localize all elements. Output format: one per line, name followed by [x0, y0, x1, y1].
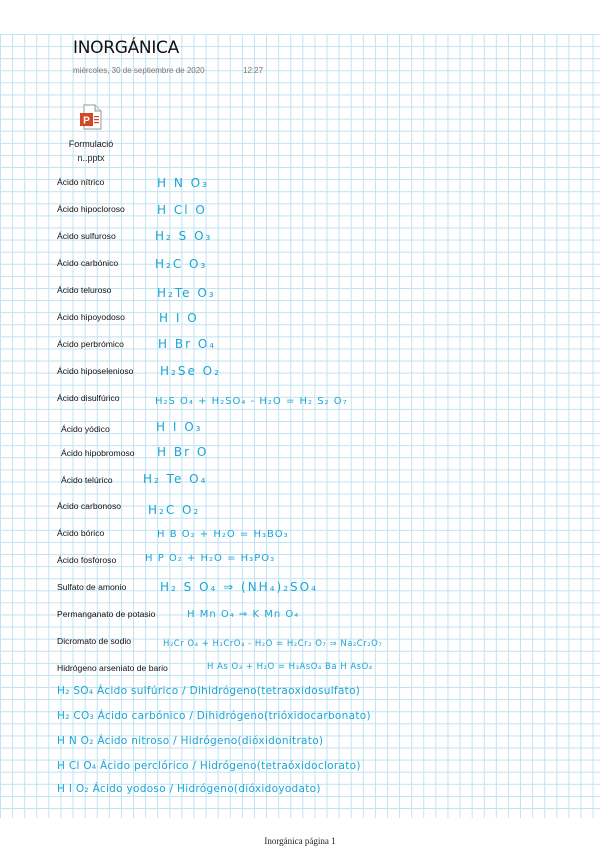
page-footer: Inorgánica página 1: [264, 836, 336, 846]
handwritten-formula: H₂ S O₃: [155, 229, 213, 243]
page-title: INORGÁNICA: [73, 38, 179, 58]
handwritten-formula: H Br O: [157, 445, 209, 459]
salt-label: Sulfato de amonio: [57, 582, 127, 592]
handwritten-formula: H₂C O₂: [148, 503, 201, 517]
attachment-name-line2: n..pptx: [77, 153, 105, 163]
handwritten-formula: H₂ S O₄ ⇒ (NH₄)₂SO₄: [160, 580, 318, 594]
handwritten-formula: H₂C O₃: [155, 257, 208, 271]
acid-label: Ácido disulfúrico: [57, 393, 120, 403]
acid-label: Ácido nítrico: [57, 177, 105, 187]
page-date: miércoles, 30 de septiembre de 2020: [73, 66, 205, 75]
handwritten-formula: H₂ Te O₄: [143, 472, 208, 486]
svg-text:P: P: [83, 115, 90, 127]
handwritten-formula: H₂Te O₃: [157, 286, 216, 300]
acid-label: Ácido hipocloroso: [57, 204, 125, 214]
acid-label: Ácido hiposelenioso: [57, 366, 134, 376]
acid-label: Ácido teluroso: [57, 285, 112, 295]
handwritten-line: H Cl O₄ Ácido perclórico / Hidrógeno(tetraóxidoclorato): [57, 760, 361, 772]
handwritten-formula: H N O₃: [157, 176, 209, 190]
salt-label: Permanganato de potasio: [57, 609, 156, 619]
salt-label: Dicromato de sodio: [57, 636, 132, 646]
handwritten-formula: H B O₂ + H₂O = H₃BO₃: [157, 529, 289, 540]
acid-label: Ácido hipoyodoso: [57, 312, 125, 322]
handwritten-formula: H I O: [159, 311, 199, 325]
acid-label: Ácido perbrómico: [57, 339, 124, 349]
acid-label: Ácido carbonoso: [57, 501, 122, 511]
handwritten-formula: H Cl O: [157, 203, 207, 217]
page-time: 12:27: [243, 66, 264, 75]
handwritten-line: H I O₂ Ácido yodoso / Hidrógeno(dióxidoyodato): [57, 783, 321, 795]
handwritten-formula: H Mn O₄ ⇒ K Mn O₄: [187, 609, 300, 620]
acid-label: Ácido hipobromoso: [61, 448, 135, 458]
acid-label: Ácido bórico: [57, 528, 105, 538]
acid-label: Ácido yódico: [61, 424, 110, 434]
acid-label: Ácido sulfuroso: [57, 231, 116, 241]
handwritten-formula: H I O₃: [156, 420, 203, 434]
handwritten-formula: H₂Se O₂: [160, 364, 221, 378]
acid-label: Ácido fosforoso: [57, 555, 117, 565]
powerpoint-file-icon[interactable]: [80, 104, 102, 130]
handwritten-formula: H₂Cr O₄ + H₂CrO₄ - H₂O = H₂Cr₂ O₇ ⇒ Na₂Cr₂O₇: [163, 639, 383, 649]
acid-label: Ácido carbónico: [57, 258, 119, 268]
attachment-name-line1: Formulació: [68, 139, 114, 149]
handwritten-formula: H₂S O₄ + H₂SO₄ - H₂O = H₂ S₂ O₇: [155, 396, 348, 407]
attachment-name[interactable]: [58, 137, 124, 165]
salt-label: Hidrógeno arseniato de bario: [57, 663, 168, 673]
handwritten-line: H₂ CO₃ Ácido carbónico / Dihidrógeno(trióxidocarbonato): [57, 710, 371, 722]
handwritten-formula: H As O₃ + H₂O = H₃AsO₄ Ba H AsO₄: [207, 662, 373, 672]
acid-label: Ácido telúrico: [61, 475, 113, 485]
handwritten-formula: H Br O₄: [158, 337, 217, 351]
handwritten-formula: H P O₂ + H₂O = H₃PO₃: [145, 553, 276, 564]
handwritten-line: H N O₂ Ácido nitroso / Hidrógeno(dióxidonitrato): [57, 735, 324, 747]
handwritten-line: H₂ SO₄ Ácido sulfúrico / Dihidrógeno(tetraoxidosulfato): [57, 685, 361, 697]
